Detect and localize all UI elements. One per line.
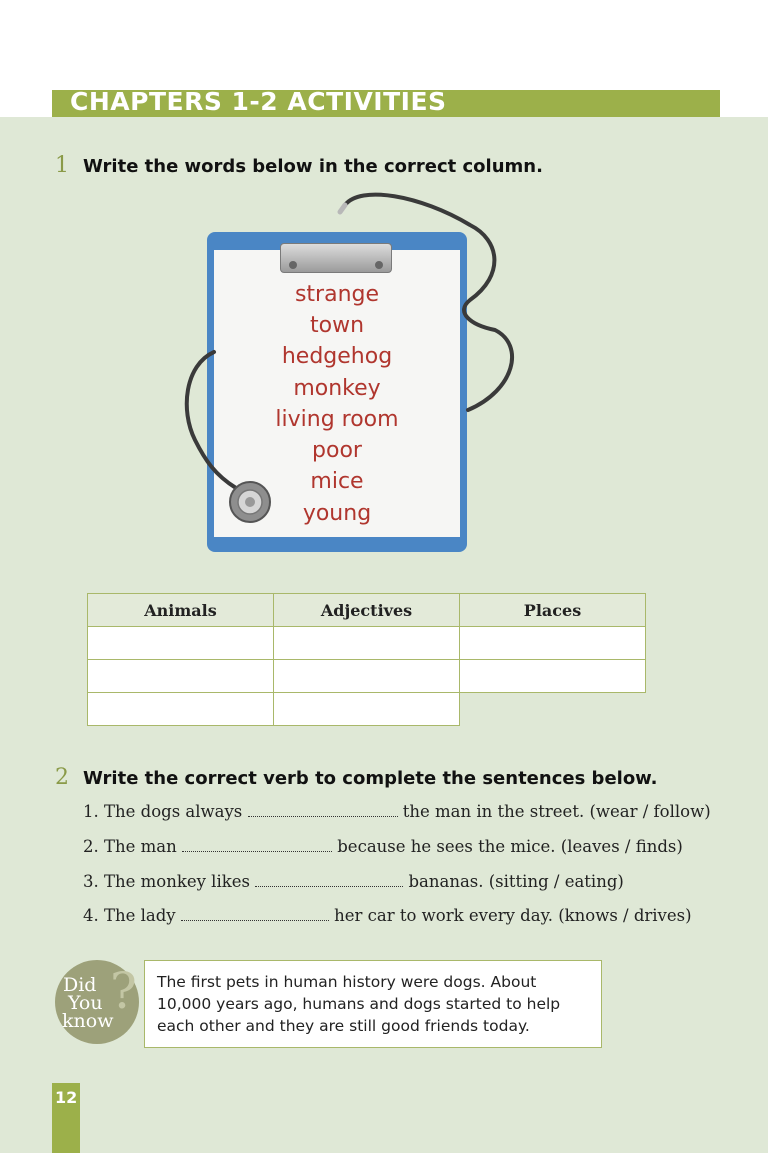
column-header-places: Places bbox=[460, 594, 646, 627]
word-list-item: living room bbox=[275, 407, 399, 432]
question-mark-icon: ? bbox=[110, 962, 137, 1020]
sentence-start: 4. The lady bbox=[83, 906, 176, 925]
answer-cell-animals[interactable] bbox=[88, 693, 274, 726]
sentence-4 bbox=[83, 906, 692, 925]
answer-cell-adjectives[interactable] bbox=[274, 660, 460, 693]
badge-text-did: Did bbox=[63, 974, 97, 996]
table-row bbox=[88, 660, 646, 693]
sentence-start: 1. The dogs always bbox=[83, 802, 243, 821]
answer-blank[interactable] bbox=[182, 839, 332, 852]
fact-line: The first pets in human history were dogs. About bbox=[157, 973, 537, 991]
column-header-adjectives: Adjectives bbox=[274, 594, 460, 627]
page-number: 12 bbox=[55, 1088, 78, 1107]
answer-cell-places[interactable] bbox=[460, 627, 646, 660]
word-list-item: mice bbox=[310, 469, 364, 494]
answer-cell-animals[interactable] bbox=[88, 627, 274, 660]
answer-blank[interactable] bbox=[248, 804, 398, 817]
chapter-title: CHAPTERS 1-2 ACTIVITIES bbox=[70, 87, 447, 116]
table-empty-space bbox=[460, 693, 646, 726]
table-header-row bbox=[88, 594, 646, 627]
table-row bbox=[88, 693, 646, 726]
sentence-1 bbox=[83, 802, 711, 821]
word-sort-table bbox=[87, 593, 646, 726]
word-list-item: monkey bbox=[293, 376, 381, 401]
sentence-end: bananas. (sitting / eating) bbox=[408, 872, 624, 891]
sentence-end: the man in the street. (wear / follow) bbox=[402, 802, 711, 821]
fact-line: 10,000 years ago, humans and dogs started to help bbox=[157, 995, 561, 1013]
sentence-end: because he sees the mice. (leaves / finds) bbox=[337, 837, 683, 856]
clipboard-clip bbox=[280, 243, 392, 273]
word-list-item: poor bbox=[312, 438, 362, 463]
badge-text-you: You bbox=[68, 992, 103, 1014]
answer-cell-adjectives[interactable] bbox=[274, 693, 460, 726]
sentence-2 bbox=[83, 837, 683, 856]
word-list-item: strange bbox=[294, 282, 380, 307]
answer-cell-places[interactable] bbox=[460, 660, 646, 693]
answer-cell-adjectives[interactable] bbox=[274, 627, 460, 660]
sentence-start: 3. The monkey likes bbox=[83, 872, 250, 891]
answer-blank[interactable] bbox=[255, 874, 403, 887]
word-list-item: young bbox=[302, 501, 372, 526]
column-header-animals: Animals bbox=[88, 594, 274, 627]
answer-blank[interactable] bbox=[181, 908, 329, 921]
badge-text-know: know bbox=[62, 1010, 114, 1032]
exercise-2-instruction: Write the correct verb to complete the sentences below. bbox=[83, 768, 658, 789]
word-list-item: hedgehog bbox=[281, 344, 393, 369]
exercise-2-number: 2 bbox=[55, 765, 69, 790]
sentence-start: 2. The man bbox=[83, 837, 177, 856]
clip-rivet bbox=[375, 261, 383, 269]
word-list-item: town bbox=[309, 313, 365, 338]
sentence-3 bbox=[83, 872, 624, 891]
answer-cell-animals[interactable] bbox=[88, 660, 274, 693]
clip-rivet bbox=[289, 261, 297, 269]
sentence-end: her car to work every day. (knows / drives) bbox=[334, 906, 692, 925]
fact-line: each other and they are still good friends today. bbox=[157, 1017, 530, 1035]
exercise-1-instruction: Write the words below in the correct column. bbox=[83, 156, 543, 177]
exercise-1-number: 1 bbox=[55, 153, 69, 178]
table-row bbox=[88, 627, 646, 660]
